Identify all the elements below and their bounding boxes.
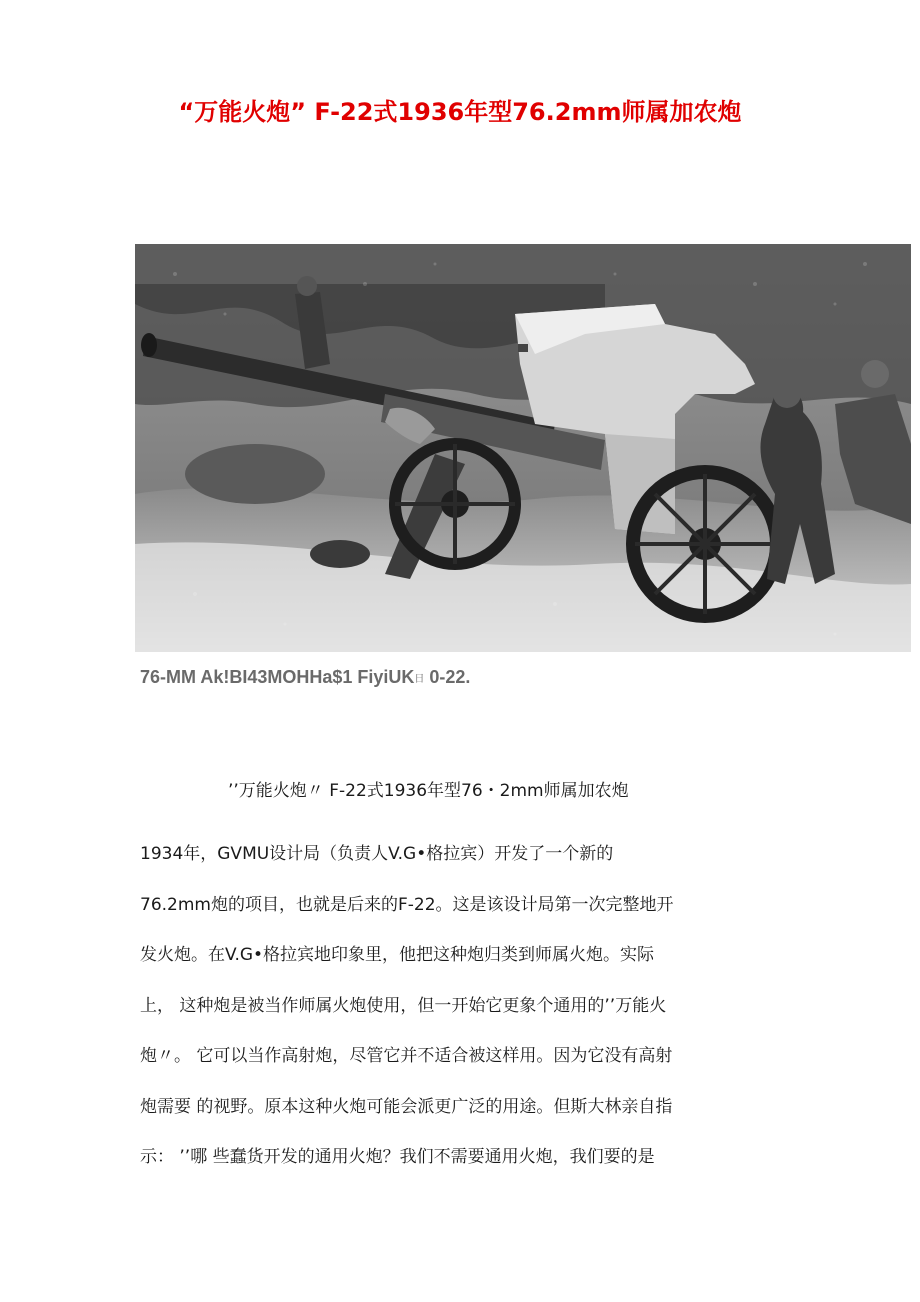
body-line: 炮需要 的视野。原本这种火炮可能会派更广泛的用途。但斯大林亲自指 bbox=[140, 1096, 673, 1117]
section-subtitle: ’’万能火炮〃 F-22式1936年型76・2mm师属加农炮 bbox=[228, 781, 629, 801]
photo-caption-main: 76-MM Ak!BI43MOHHa$1 FiyiUK bbox=[140, 667, 415, 687]
body-line: 76.2mm炮的项目，也就是后来的F-22。这是该设计局第一次完整地开 bbox=[140, 894, 674, 915]
body-line: 示： ’’哪 些蠢货开发的通用火炮？我们不需要通用火炮，我们要的是 bbox=[140, 1147, 655, 1167]
body-line: 炮〃。 它可以当作高射炮，尽管它并不适合被这样用。因为它没有高射 bbox=[140, 1046, 673, 1066]
body-line: 发火炮。在V.G•格拉宾地印象里，他把这种炮归类到师属火炮。实际 bbox=[140, 945, 655, 965]
body-line: 上， 这种炮是被当作师属火炮使用，但一开始它更象个通用的’’万能火 bbox=[140, 995, 667, 1016]
field-gun-photo bbox=[135, 244, 911, 652]
photo-caption bbox=[140, 667, 470, 688]
body-line: 1934年，GVMU设计局（负责人V.G•格拉宾）开发了一个新的 bbox=[140, 844, 614, 864]
photo-caption-small: 日 bbox=[414, 674, 425, 685]
photo-caption-tail: 0-22. bbox=[424, 667, 471, 687]
document-title: “万能火炮” F-22式1936年型76.2mm师属加农炮 bbox=[178, 98, 742, 126]
body-paragraph bbox=[140, 838, 800, 1192]
